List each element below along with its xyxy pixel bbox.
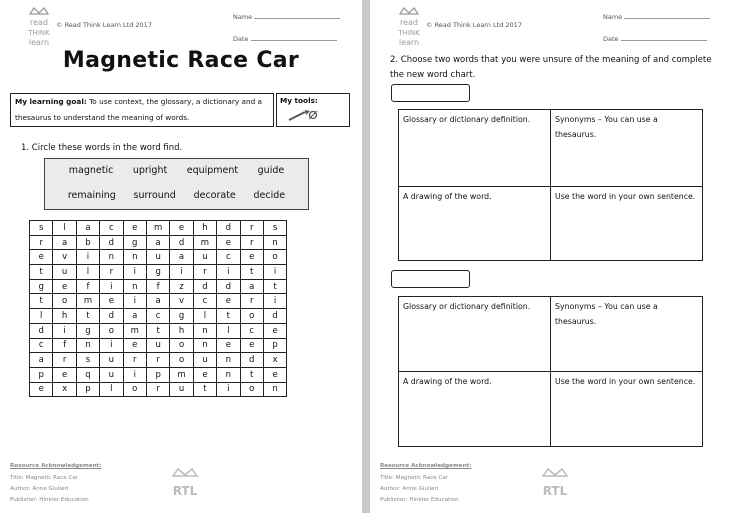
grid-letter[interactable]: l xyxy=(76,265,99,280)
grid-letter[interactable]: u xyxy=(170,382,193,397)
grid-letter[interactable]: s xyxy=(76,353,99,368)
grid-letter[interactable]: x xyxy=(53,382,76,397)
grid-row xyxy=(30,323,287,338)
worksheet-page-1 xyxy=(0,0,362,513)
grid-letter[interactable]: q xyxy=(76,367,99,382)
word-list-item: upright xyxy=(132,165,168,176)
grid-letter[interactable]: t xyxy=(217,309,240,324)
grid-letter[interactable]: i xyxy=(263,265,286,280)
chart-synonyms-cell[interactable]: Synonyms – You can use a thesaurus. xyxy=(551,297,703,372)
grid-row xyxy=(30,309,287,324)
grid-letter[interactable]: l xyxy=(100,382,123,397)
grid-letter[interactable]: r xyxy=(240,235,263,250)
chart-glossary-cell[interactable]: Glossary or dictionary definition. xyxy=(399,297,551,372)
grid-letter[interactable]: e xyxy=(263,367,286,382)
rtl-logo xyxy=(540,466,570,500)
word-find-grid xyxy=(29,220,287,397)
word-list-item: decide xyxy=(253,190,286,201)
grid-letter[interactable]: m xyxy=(123,323,146,338)
svg-text:RTL: RTL xyxy=(172,484,198,498)
name-field[interactable]: Name xyxy=(233,12,340,21)
grid-letter[interactable]: e xyxy=(100,294,123,309)
grid-letter[interactable]: a xyxy=(146,235,169,250)
grid-letter[interactable]: n xyxy=(100,250,123,265)
grid-letter[interactable]: r xyxy=(53,353,76,368)
new-word-chart xyxy=(398,109,703,261)
grid-letter[interactable]: i xyxy=(263,294,286,309)
word-list-item: decorate xyxy=(193,190,236,201)
word-label-box[interactable] xyxy=(391,84,470,102)
grid-letter[interactable]: e xyxy=(123,338,146,353)
grid-letter[interactable]: n xyxy=(193,323,216,338)
grid-letter[interactable]: r xyxy=(100,265,123,280)
grid-row xyxy=(30,382,287,397)
grid-letter[interactable]: u xyxy=(146,338,169,353)
grid-row xyxy=(30,265,287,280)
grid-letter[interactable]: a xyxy=(53,235,76,250)
grid-letter[interactable]: u xyxy=(146,250,169,265)
grid-row xyxy=(30,279,287,294)
grid-row xyxy=(30,367,287,382)
learning-goal-text: To use context, the glossary, a dictionary and a thesaurus to understand the meaning of words. xyxy=(15,97,262,122)
svg-text:learn: learn xyxy=(398,38,420,47)
grid-letter[interactable]: t xyxy=(76,309,99,324)
grid-letter[interactable]: e xyxy=(217,338,240,353)
grid-letter[interactable]: o xyxy=(263,250,286,265)
grid-letter[interactable]: m xyxy=(146,221,169,236)
grid-letter[interactable]: t xyxy=(30,265,53,280)
grid-letter[interactable]: s xyxy=(30,221,53,236)
grid-letter[interactable]: g xyxy=(123,235,146,250)
grid-letter[interactable]: o xyxy=(170,353,193,368)
worksheet-page-2 xyxy=(370,0,732,513)
svg-text:THINK: THINK xyxy=(28,29,50,37)
grid-letter[interactable]: d xyxy=(170,235,193,250)
chart-sentence-cell[interactable]: Use the word in your own sentence. xyxy=(551,187,703,261)
grid-letter[interactable]: p xyxy=(263,338,286,353)
grid-letter[interactable]: u xyxy=(100,367,123,382)
grid-letter[interactable]: g xyxy=(30,279,53,294)
grid-letter[interactable]: t xyxy=(263,279,286,294)
grid-letter[interactable]: x xyxy=(263,353,286,368)
grid-letter[interactable]: a xyxy=(123,309,146,324)
grid-letter[interactable]: e xyxy=(217,294,240,309)
copyright-text: © Read Think Learn Ltd 2017 xyxy=(426,21,522,29)
svg-text:read: read xyxy=(399,18,419,27)
grid-letter[interactable]: n xyxy=(263,382,286,397)
read-think-learn-logo xyxy=(26,6,52,48)
grid-letter[interactable]: v xyxy=(170,294,193,309)
grid-letter[interactable]: r xyxy=(240,294,263,309)
ack-title: Title: Magnetic Race Car xyxy=(10,475,79,481)
grid-letter[interactable]: t xyxy=(146,323,169,338)
grid-letter[interactable]: u xyxy=(53,265,76,280)
word-list-item: guide xyxy=(257,165,285,176)
date-field[interactable]: Date xyxy=(233,34,337,43)
question-1: 1. Circle these words in the word find. xyxy=(21,143,183,153)
learning-goal-box xyxy=(10,93,274,127)
svg-text:RTL: RTL xyxy=(542,484,568,498)
learning-goal-label: My learning goal: xyxy=(15,97,87,106)
grid-letter[interactable]: a xyxy=(76,221,99,236)
word-list-item: surround xyxy=(133,190,176,201)
grid-letter[interactable]: e xyxy=(240,338,263,353)
word-list-item: remaining xyxy=(67,190,116,201)
grid-letter[interactable]: o xyxy=(123,382,146,397)
grid-letter[interactable]: o xyxy=(240,382,263,397)
grid-letter[interactable]: l xyxy=(53,221,76,236)
grid-row xyxy=(30,294,287,309)
name-field[interactable]: Name xyxy=(603,12,710,21)
grid-letter[interactable]: p xyxy=(30,367,53,382)
grid-letter[interactable]: g xyxy=(146,265,169,280)
grid-letter[interactable]: e xyxy=(193,367,216,382)
svg-text:THINK: THINK xyxy=(398,29,420,37)
grid-letter[interactable]: d xyxy=(263,309,286,324)
read-think-learn-logo xyxy=(396,6,422,48)
grid-letter[interactable]: a xyxy=(240,279,263,294)
grid-letter[interactable]: i xyxy=(123,294,146,309)
new-word-chart xyxy=(398,296,703,447)
grid-letter[interactable]: e xyxy=(53,279,76,294)
grid-letter[interactable]: e xyxy=(240,250,263,265)
grid-letter[interactable]: d xyxy=(100,235,123,250)
grid-letter[interactable]: d xyxy=(217,221,240,236)
grid-letter[interactable]: u xyxy=(193,353,216,368)
grid-letter[interactable]: o xyxy=(240,309,263,324)
grid-row xyxy=(30,353,287,368)
grid-letter[interactable]: m xyxy=(193,235,216,250)
grid-letter[interactable]: r xyxy=(123,353,146,368)
grid-letter[interactable]: a xyxy=(30,353,53,368)
grid-letter[interactable]: o xyxy=(170,338,193,353)
chart-drawing-cell[interactable]: A drawing of the word. xyxy=(399,372,551,447)
grid-letter[interactable]: l xyxy=(30,309,53,324)
word-label-box[interactable] xyxy=(391,270,470,288)
grid-letter[interactable]: e xyxy=(263,323,286,338)
grid-letter[interactable]: l xyxy=(193,309,216,324)
grid-letter[interactable]: i xyxy=(53,323,76,338)
grid-letter[interactable]: b xyxy=(76,235,99,250)
grid-letter[interactable]: h xyxy=(170,323,193,338)
grid-letter[interactable]: r xyxy=(240,221,263,236)
grid-letter[interactable]: n xyxy=(76,338,99,353)
grid-letter[interactable]: i xyxy=(100,338,123,353)
grid-letter[interactable]: o xyxy=(53,294,76,309)
grid-letter[interactable]: c xyxy=(100,221,123,236)
grid-letter[interactable]: l xyxy=(217,323,240,338)
grid-letter[interactable]: c xyxy=(30,338,53,353)
grid-letter[interactable]: n xyxy=(123,250,146,265)
grid-letter[interactable]: n xyxy=(217,353,240,368)
grid-letter[interactable]: s xyxy=(263,221,286,236)
grid-letter[interactable]: u xyxy=(193,250,216,265)
grid-letter[interactable]: f xyxy=(53,338,76,353)
grid-letter[interactable]: i xyxy=(170,265,193,280)
ack-title: Title: Magnetic Race Car xyxy=(380,475,449,481)
chart-sentence-cell[interactable]: Use the word in your own sentence. xyxy=(551,372,703,447)
my-tools-box xyxy=(276,93,350,127)
page-title: Magnetic Race Car xyxy=(62,48,300,73)
grid-letter[interactable]: d xyxy=(240,353,263,368)
grid-letter[interactable]: i xyxy=(123,265,146,280)
grid-row xyxy=(30,338,287,353)
grid-letter[interactable]: i xyxy=(217,265,240,280)
grid-letter[interactable]: v xyxy=(53,250,76,265)
grid-letter[interactable]: n xyxy=(263,235,286,250)
copyright-text: © Read Think Learn Ltd 2017 xyxy=(56,21,152,29)
my-tools-label: My tools: xyxy=(280,96,318,105)
grid-letter[interactable]: n xyxy=(193,338,216,353)
word-list-item: magnetic xyxy=(68,165,114,176)
grid-letter[interactable]: d xyxy=(217,279,240,294)
grid-letter[interactable]: h xyxy=(53,309,76,324)
grid-letter[interactable]: r xyxy=(146,353,169,368)
grid-letter[interactable]: e xyxy=(53,367,76,382)
chart-synonyms-cell[interactable]: Synonyms – You can use a thesaurus. xyxy=(551,110,703,187)
grid-row xyxy=(30,235,287,250)
ack-author: Author: Anne Giulieri xyxy=(380,486,439,492)
grid-row xyxy=(30,250,287,265)
grid-letter[interactable]: o xyxy=(100,323,123,338)
grid-letter[interactable]: t xyxy=(240,265,263,280)
chart-glossary-cell[interactable]: Glossary or dictionary definition. xyxy=(399,110,551,187)
grid-letter[interactable]: d xyxy=(30,323,53,338)
svg-text:learn: learn xyxy=(28,38,50,47)
grid-letter[interactable]: e xyxy=(217,235,240,250)
ack-publisher: Publisher: Hinkler Education xyxy=(380,497,459,503)
ack-publisher: Publisher: Hinkler Education xyxy=(10,497,89,503)
grid-row xyxy=(30,221,287,236)
grid-letter[interactable]: d xyxy=(193,279,216,294)
grid-letter[interactable]: g xyxy=(76,323,99,338)
grid-letter[interactable]: e xyxy=(30,382,53,397)
grid-letter[interactable]: c xyxy=(217,250,240,265)
grid-letter[interactable]: c xyxy=(146,309,169,324)
grid-letter[interactable]: n xyxy=(217,367,240,382)
resource-acknowledgement-heading: Resource Acknowledgement: xyxy=(10,463,102,469)
grid-letter[interactable]: a xyxy=(170,250,193,265)
grid-letter[interactable]: i xyxy=(123,367,146,382)
grid-letter[interactable]: f xyxy=(76,279,99,294)
grid-letter[interactable]: a xyxy=(146,294,169,309)
svg-text:read: read xyxy=(29,18,49,27)
chart-drawing-cell[interactable]: A drawing of the word. xyxy=(399,187,551,261)
grid-letter[interactable]: t xyxy=(193,382,216,397)
question-2: 2. Choose two words that you were unsure of the meaning of and complete the new word chart. xyxy=(390,55,712,80)
rtl-logo xyxy=(170,466,200,500)
grid-letter[interactable]: p xyxy=(146,367,169,382)
grid-letter[interactable]: t xyxy=(30,294,53,309)
grid-letter[interactable]: u xyxy=(100,353,123,368)
grid-letter[interactable]: r xyxy=(146,382,169,397)
ack-author: Author: Anne Giulieri xyxy=(10,486,69,492)
grid-letter[interactable]: r xyxy=(193,265,216,280)
grid-letter[interactable]: f xyxy=(146,279,169,294)
date-field[interactable]: Date xyxy=(603,34,707,43)
grid-letter[interactable]: e xyxy=(30,250,53,265)
grid-letter[interactable]: t xyxy=(240,367,263,382)
grid-letter[interactable]: i xyxy=(76,250,99,265)
grid-letter[interactable]: r xyxy=(30,235,53,250)
grid-letter[interactable]: z xyxy=(170,279,193,294)
resource-acknowledgement-heading: Resource Acknowledgement: xyxy=(380,463,472,469)
pencil-icon xyxy=(287,107,319,123)
grid-letter[interactable]: e xyxy=(170,221,193,236)
grid-letter[interactable]: m xyxy=(170,367,193,382)
word-list-item: equipment xyxy=(186,165,239,176)
grid-letter[interactable]: e xyxy=(123,221,146,236)
grid-letter[interactable]: n xyxy=(123,279,146,294)
grid-letter[interactable]: c xyxy=(240,323,263,338)
grid-letter[interactable]: c xyxy=(193,294,216,309)
grid-letter[interactable]: m xyxy=(76,294,99,309)
grid-letter[interactable]: g xyxy=(170,309,193,324)
grid-letter[interactable]: p xyxy=(76,382,99,397)
word-list-box xyxy=(44,158,309,210)
grid-letter[interactable]: i xyxy=(100,279,123,294)
grid-letter[interactable]: d xyxy=(100,309,123,324)
grid-letter[interactable]: h xyxy=(193,221,216,236)
grid-letter[interactable]: i xyxy=(217,382,240,397)
